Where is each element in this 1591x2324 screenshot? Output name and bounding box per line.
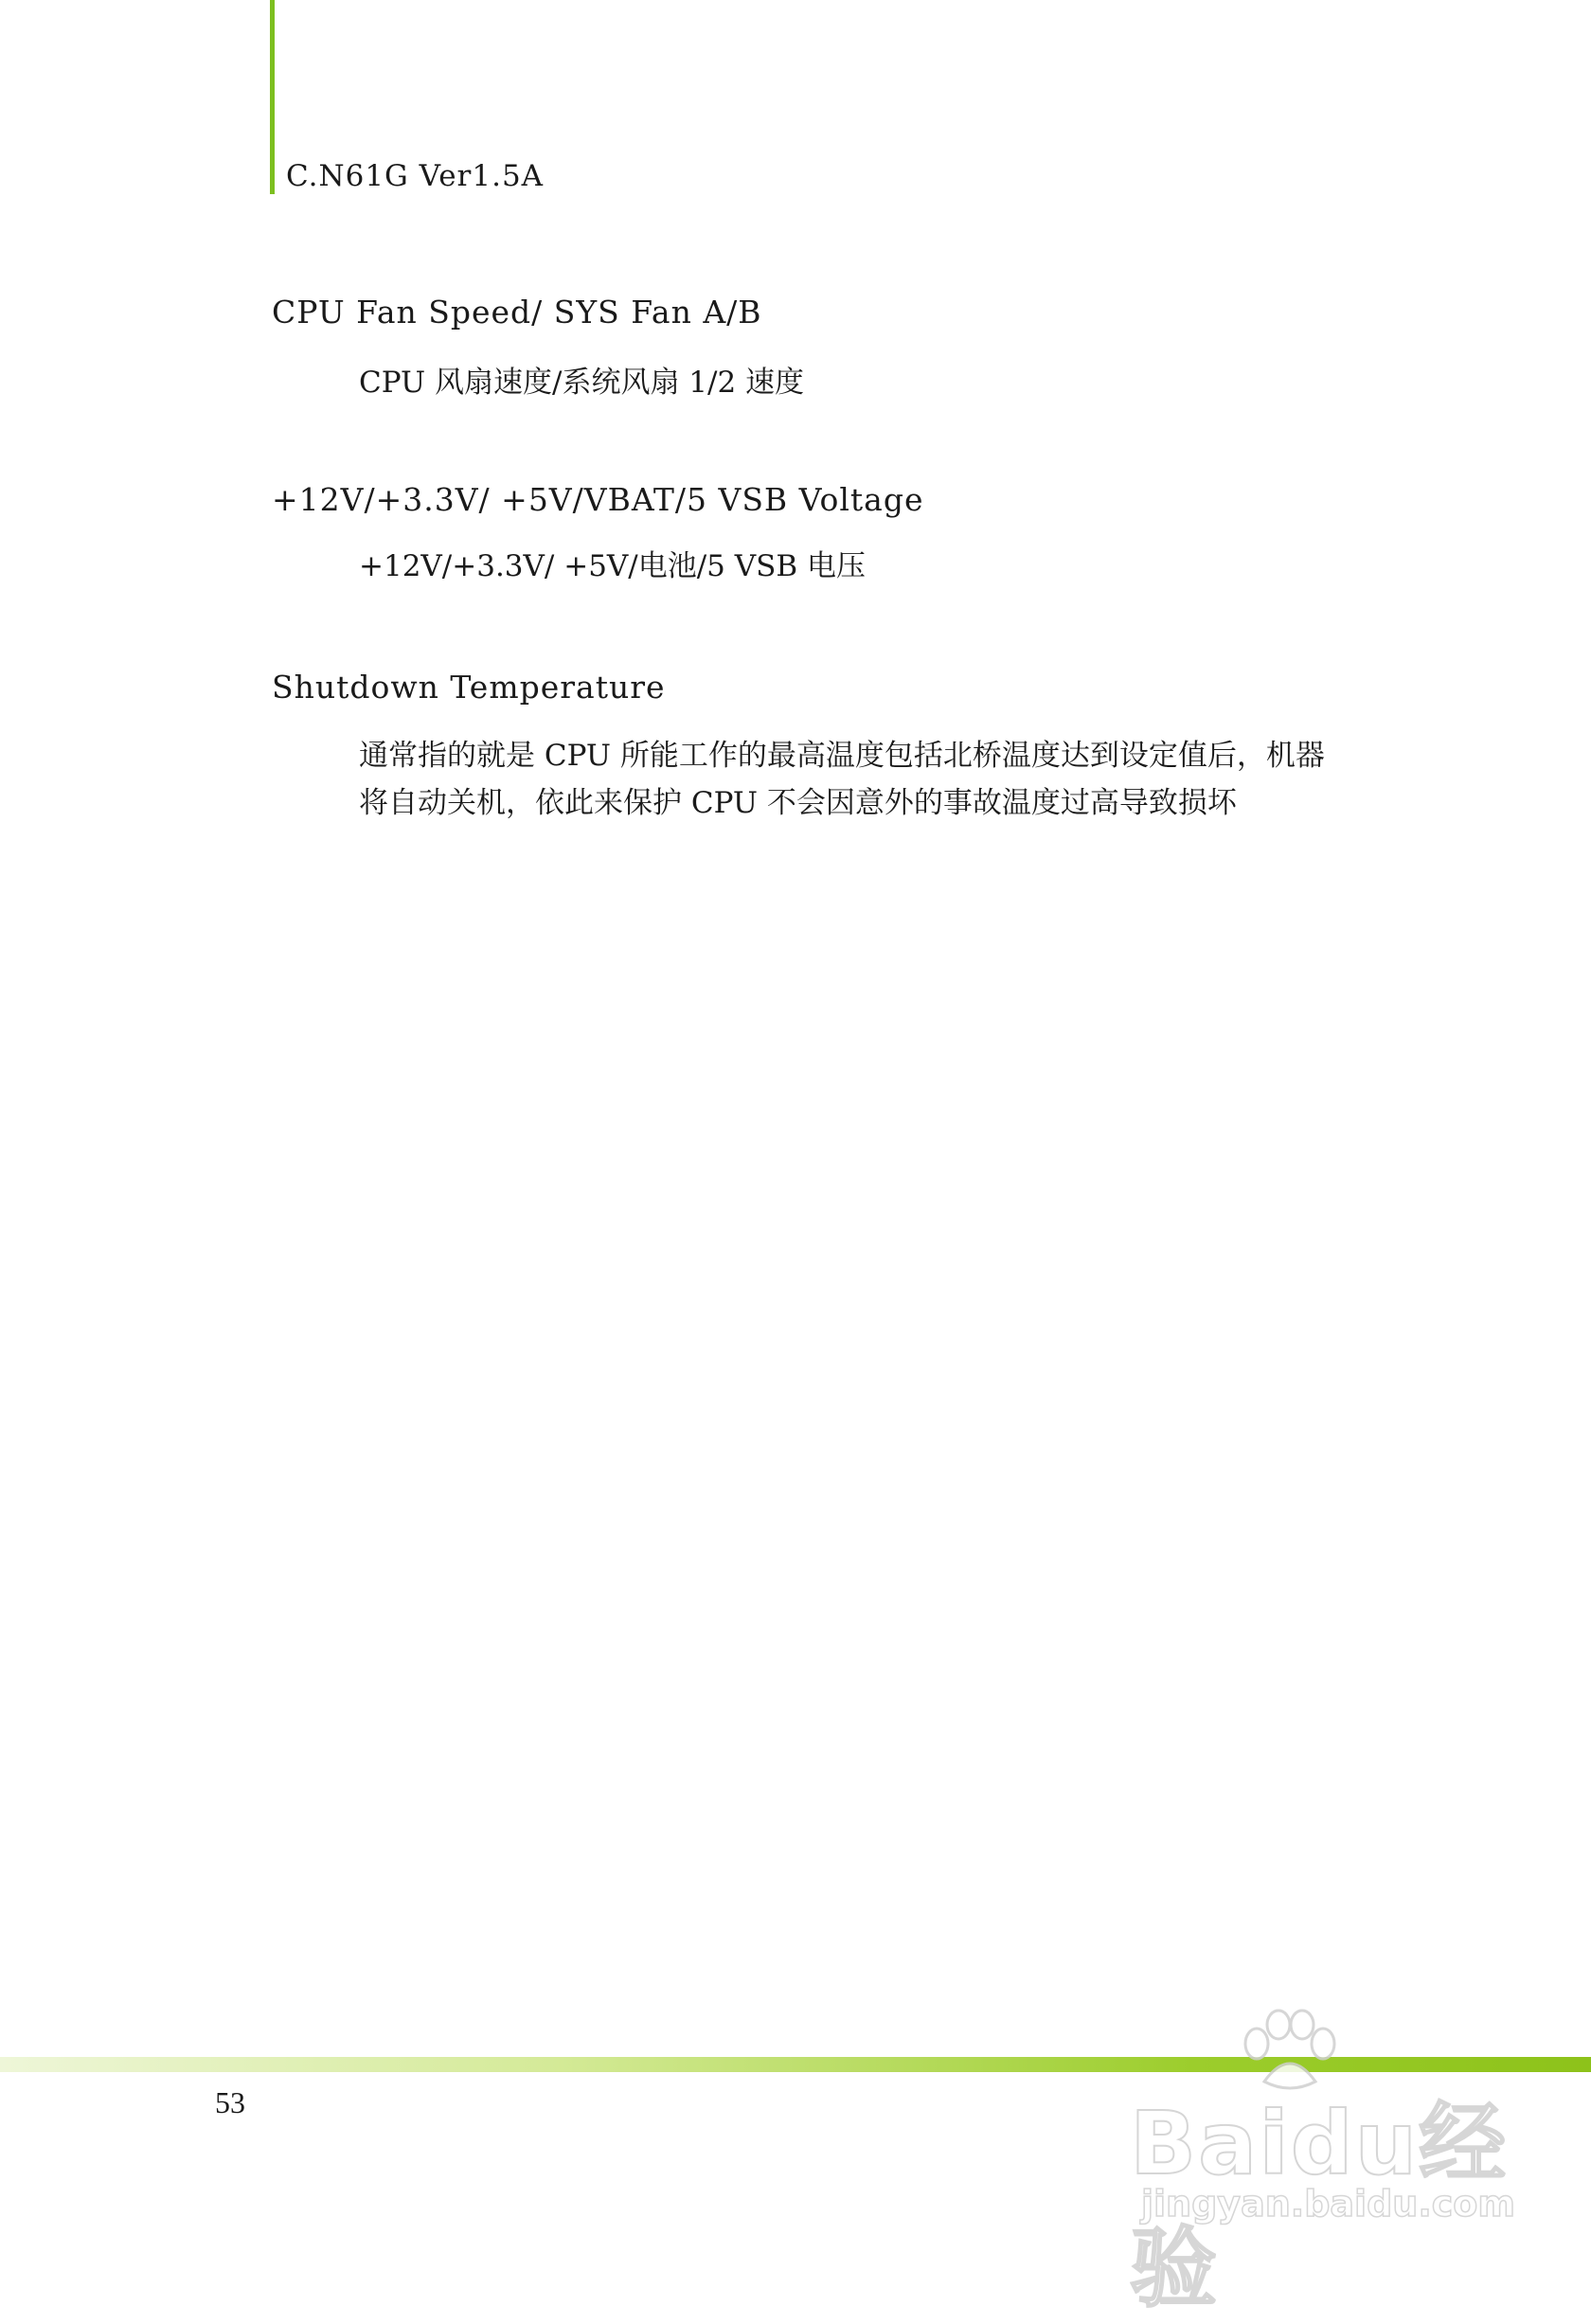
section-description bbox=[359, 732, 1408, 827]
section-term: Shutdown Temperature bbox=[272, 669, 666, 706]
description-line: CPU 风扇速度/系统风扇 1/2 速度 bbox=[359, 366, 805, 400]
watermark-url: jingyan.baidu.com bbox=[1141, 2183, 1515, 2225]
section-description bbox=[359, 543, 1408, 590]
section-shutdown-temperature bbox=[272, 669, 1408, 827]
baidu-watermark bbox=[1122, 2008, 1520, 2319]
description-line: 通常指的就是 CPU 所能工作的最高温度包括北桥温度达到设定值后，机器 bbox=[359, 739, 1325, 773]
section-term: +12V/+3.3V/ +5V/VBAT/5 VSB Voltage bbox=[272, 481, 924, 518]
section-fan-speed bbox=[272, 294, 1408, 406]
description-line: +12V/+3.3V/ +5V/电池/5 VSB 电压 bbox=[359, 549, 867, 583]
section-description bbox=[359, 359, 1408, 406]
section-voltage bbox=[272, 481, 1408, 590]
running-header: C.N61G Ver1.5A bbox=[286, 159, 545, 193]
section-term: CPU Fan Speed/ SYS Fan A/B bbox=[272, 294, 762, 331]
header-accent-rule bbox=[270, 0, 275, 194]
description-line: 将自动关机，依此来保护 CPU 不会因意外的事故温度过高导致损坏 bbox=[359, 786, 1237, 820]
page-number: 53 bbox=[215, 2085, 245, 2119]
watermark-brand: Baidu经验 bbox=[1130, 2093, 1509, 2319]
